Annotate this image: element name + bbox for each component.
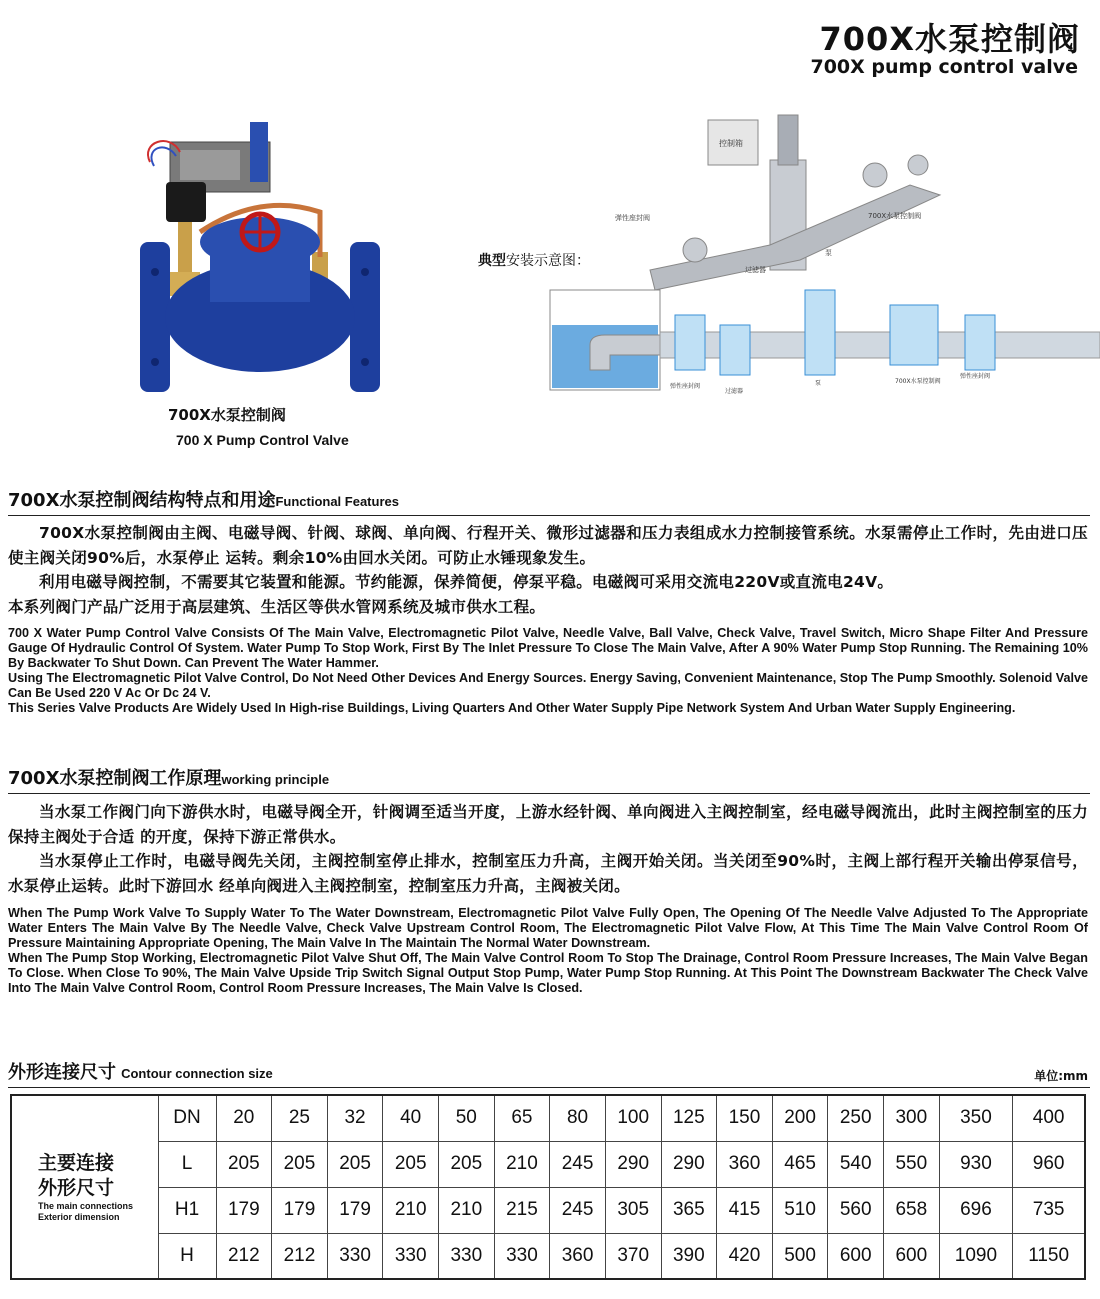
table-cell: 330 [327,1233,383,1279]
table-cell: 212 [272,1233,328,1279]
table-cell: 330 [439,1233,495,1279]
table-cell: 290 [661,1141,717,1187]
table-cell: 205 [383,1141,439,1187]
features-zh-line: 700X水泵控制阀由主阀、电磁导阀、针阀、球阀、单向阀、行程开关、微形过滤器和压力表组成水力控制接管系统。水泵需停止工作时，先由进口压使主阀关闭90%后，水泵停止 运转。剩余10%由回水关闭。可防止水锤现象发生。 [8,524,1088,567]
features-heading [8,486,1090,516]
label-pump-1: 泵 [825,249,832,257]
table-cell: 400 [1013,1095,1085,1141]
table-cell: 600 [828,1233,884,1279]
side-label-line: The main connections [38,1201,134,1211]
table-cell: 210 [383,1187,439,1233]
table-cell: 330 [494,1233,550,1279]
page-title: 700X水泵控制阀 [819,20,1080,58]
table-cell: 200 [772,1095,828,1141]
table-cell: 205 [439,1141,495,1187]
table-cell: 245 [550,1141,606,1187]
table-cell: 365 [661,1187,717,1233]
table-cell: 80 [550,1095,606,1141]
row-label: H [158,1233,216,1279]
principle-heading [8,764,1090,794]
table-cell: 210 [439,1187,495,1233]
table-row [11,1141,1085,1187]
table-cell: 560 [828,1187,884,1233]
principle-heading-en: working principle [221,772,330,787]
table-cell: 735 [1013,1187,1085,1233]
table-cell: 100 [605,1095,661,1141]
table-cell: 300 [884,1095,940,1141]
side-label-line: Exterior dimension [38,1212,120,1222]
features-en-text [8,626,1088,716]
principle-en-line: When The Pump Stop Working, Electromagnetic Pilot Valve Shut Off, The Main Valve Control Room To Stop The Drainage, Control Room Pressure Increases, The Main Valve Began To Close. When Close To 90%, The Main Valve Upside Trip Switch Signal Output Stop Pump, Water Pump Stop Running. At This Point The Downstream Backwater The Check Valve Into The Main Valve Control Room, Control Room Pressure Increases, The Main Valve Is Closed. [8,951,1088,995]
table-cell: 305 [605,1187,661,1233]
table-cell: 370 [605,1233,661,1279]
features-en-line: 700 X Water Pump Control Valve Consists Of The Main Valve, Electromagnetic Pilot Valve, Needle Valve, Ball Valve, Check Valve, Travel Switch, Micro Shape Filter And Pressure Gauge Of Hydraulic Control Of System. Water Pump To Stop Work, First By The Inlet Pressure To Close The Main Valve, After A 90% Water Pump Stop Running. The Remaining 10% By Backwater To Shut Down. Can Prevent The Water Hammer. [8,626,1088,670]
row-label: H1 [158,1187,216,1233]
principle-en-text [8,906,1088,996]
diagram-caption [478,250,590,270]
table-cell: 600 [884,1233,940,1279]
table-cell: 540 [828,1141,884,1187]
table-cell: 290 [605,1141,661,1187]
table-cell: 179 [327,1187,383,1233]
table-cell: 25 [272,1095,328,1141]
table-cell: 50 [439,1095,495,1141]
label-pump-2: 泵 [815,380,822,387]
dimensions-heading-en: Contour connection size [121,1066,273,1081]
features-zh-line: 利用电磁导阀控制，不需要其它装置和能源。节约能源，保养简便，停泵平稳。电磁阀可采用交流电220V或直流电24V。 [39,573,894,591]
features-zh-line: 本系列阀门产品广泛用于高层建筑、生活区等供水管网系统及城市供水工程。 [8,597,546,616]
table-cell: 930 [939,1141,1013,1187]
label-pump-control-valve-1: 700X水泵控制阀 [868,212,922,220]
dimensions-table [10,1094,1086,1280]
table-row [11,1187,1085,1233]
table-cell: 510 [772,1187,828,1233]
principle-zh-line: 当水泵工作阀门向下游供水时，电磁导阀全开，针阀调至适当开度，上游水经针阀、单向阀进入主阀控制室，经电磁导阀流出，此时主阀控制室的压力保持主阀处于合适 的开度，保持下游正常供水。 [8,803,1088,846]
table-cell: 415 [717,1187,773,1233]
table-cell: 32 [327,1095,383,1141]
table-cell: 465 [772,1141,828,1187]
table-cell: 550 [884,1141,940,1187]
table-cell: 212 [216,1233,272,1279]
table-cell: 420 [717,1233,773,1279]
table-cell: 179 [216,1187,272,1233]
table-cell: 696 [939,1187,1013,1233]
table-cell: 390 [661,1233,717,1279]
row-label: DN [158,1095,216,1141]
table-cell: 360 [717,1141,773,1187]
features-zh-text [8,521,1088,619]
label-pump-control-valve-2: 700X水泵控制阀 [895,378,941,385]
table-side-label [11,1095,158,1279]
product-caption-zh: 700X水泵控制阀 [168,406,286,424]
features-heading-zh: 700X水泵控制阀结构特点和用途 [8,490,276,511]
table-cell: 1150 [1013,1233,1085,1279]
table-cell: 245 [550,1187,606,1233]
label-resilient-valve-3: 弹性座封阀 [960,373,991,380]
table-cell: 20 [216,1095,272,1141]
principle-heading-zh: 700X水泵控制阀工作原理 [8,768,222,789]
row-label: L [158,1141,216,1187]
dimensions-unit: 单位:mm [1034,1069,1088,1083]
table-cell: 250 [828,1095,884,1141]
label-control-box: 控制箱 [719,139,743,148]
table-cell: 205 [327,1141,383,1187]
table-cell: 360 [550,1233,606,1279]
diagram-caption-bold: 典型 [478,253,506,269]
features-en-line: Using The Electromagnetic Pilot Valve Control, Do Not Need Other Devices And Energy Sources. Energy Saving, Convenient Maintenance, Stop The Pump Smoothly. Solenoid Valve Can Be Used 220 V Ac Or Dc 24 V. [8,671,1088,700]
features-en-line: This Series Valve Products Are Widely Used In High-rise Buildings, Living Quarters And Other Water Supply Pipe Network System And Urban Water Supply Engineering. [8,701,1016,715]
valve-product-image [140,122,380,392]
table-row [11,1233,1085,1279]
table-cell: 179 [272,1187,328,1233]
label-resilient-valve-2: 弹性座封阀 [670,383,701,390]
table-cell: 215 [494,1187,550,1233]
table-cell: 330 [383,1233,439,1279]
label-filter-1: 过滤器 [745,266,766,274]
table-cell: 350 [939,1095,1013,1141]
principle-zh-line: 当水泵停止工作时，电磁导阀先关闭，主阀控制室停止排水，控制室压力升高，主阀开始关闭。当关闭至90%时，主阀上部行程开关输出停泵信号，水泵停止运转。此时下游回水 经单向阀进入主阀控制室，控制室压力升高，主阀被关闭。 [8,852,1088,895]
features-heading-en: Functional Features [275,494,399,509]
table-row [11,1095,1085,1141]
table-cell: 205 [216,1141,272,1187]
table-cell: 500 [772,1233,828,1279]
dimensions-heading [8,1058,1090,1088]
table-cell: 210 [494,1141,550,1187]
table-cell: 150 [717,1095,773,1141]
page-subtitle: 700X pump control valve [810,56,1078,78]
table-cell: 65 [494,1095,550,1141]
table-cell: 205 [272,1141,328,1187]
side-label-line: 外形尺寸 [38,1177,115,1199]
table-cell: 125 [661,1095,717,1141]
diagram-caption-rest: 安装示意图： [506,253,590,269]
side-label-line: 主要连接 [38,1152,115,1174]
label-resilient-valve-1: 弹性座封阀 [615,214,650,222]
table-cell: 1090 [939,1233,1013,1279]
table-cell: 40 [383,1095,439,1141]
product-caption-en: 700 X Pump Control Valve [176,432,349,448]
table-cell: 960 [1013,1141,1085,1187]
principle-en-line: When The Pump Work Valve To Supply Water To The Water Downstream, Electromagnetic Pilot Valve Fully Open, The Opening Of The Needle Valve Adjusted To The Appropriate Water Enters The Main Valve By The Needle Valve, Check Valve Upstream Control Room, The Electromagnetic Pilot Valve Flow, At This Time The Main Valve Control Room Of Pressure Maintaining Appropriate Opening, The Main Valve In The Maintain The Normal Water Downstream. [8,906,1088,950]
principle-zh-text [8,800,1088,898]
label-filter-2: 过滤器 [725,388,744,395]
dimensions-heading-zh: 外形连接尺寸 [8,1062,116,1083]
table-cell: 658 [884,1187,940,1233]
